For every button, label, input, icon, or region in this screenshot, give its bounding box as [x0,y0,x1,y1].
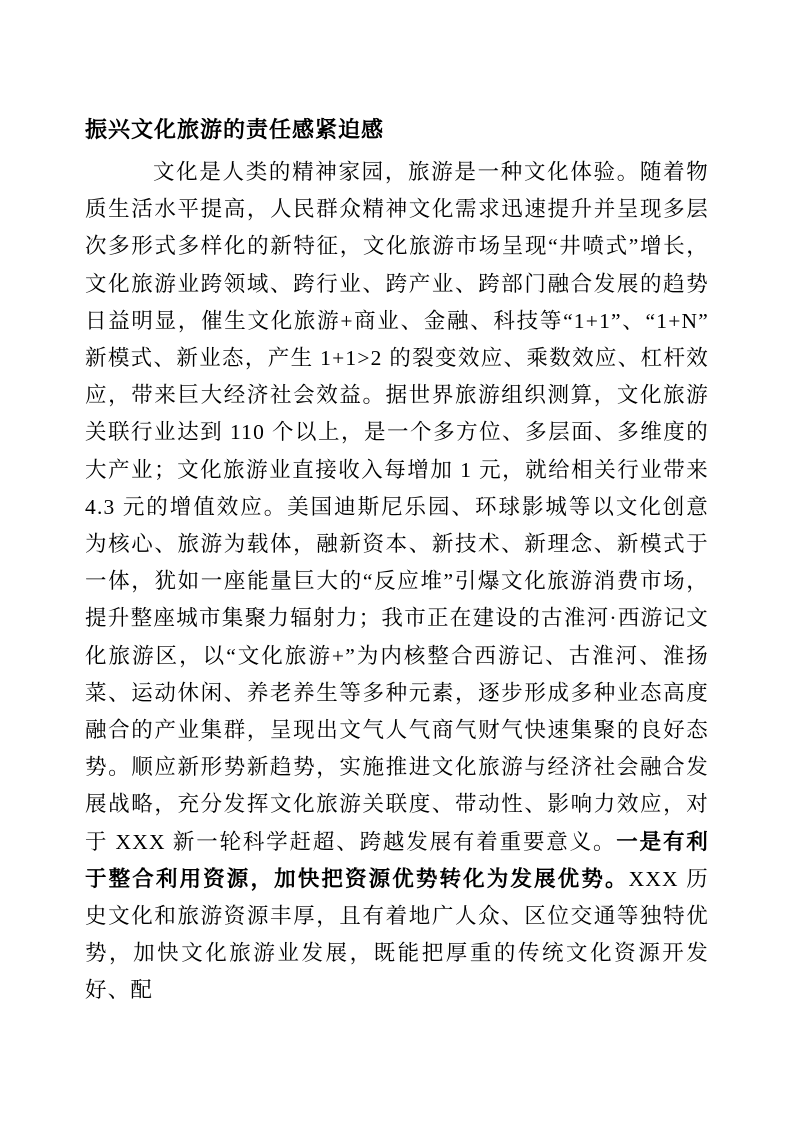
paragraph-run-bold-point-one: 一是有利于整合利用资源，加快把资源优势转化为发展优势。 [85,829,709,891]
paragraph-run-intro: 文化是人类的精神家园，旅游是一种文化体验。随着物质生活水平提高，人民群众精神文化需求迅速提升并呈现多层次多形式多样化的新特征，文化旅游市场呈现“井喷式”增长，文化旅游业跨领域、跨行业、跨产业、跨部门融合发展的趋势日益明显，催生文化旅游+商业、金融、科技等“1+1”、“1+N”新模式、新业态，产生 1+1>2 的裂变效应、乘数效应、杠杆效应，带来巨大经济社会效益。据世界旅游组织测算，文化旅游关联行业达到 110 个以上，是一个多方位、多层面、多维度的大产业；文化旅游业直接收入每增加 1 元，就给相关行业带来 4.3 元的增值效应。美国迪斯尼乐园、环球影城等以文化创意为核心、旅游为载体，融新资本、新技术、新理念、新模式于一体，犹如一座能量巨大的“反应堆”引爆文化旅游消费市场，提升整座城市集聚力辐射力；我市正在建设的古淮河·西游记文化旅游区，以“文化旅游+”为内核整合西游记、古淮河、淮扬菜、运动休闲、养老养生等多种元素，逐步形成多种业态高度融合的产业集群，呈现出文气人气商气财气快速集聚的良好态势。顺应新形势新趋势，实施推进文化旅游与经济社会融合发展战略，充分发挥文化旅游关联度、带动性、影响力效应，对于 XXX 新一轮科学赶超、跨越发展有着重要意义。 [85,160,709,854]
paragraph-run-continuation: XXX 历史文化和旅游资源丰厚，且有着地广人众、区位交通等独特优势，加快文化旅游业发展，既能把厚重的传统文化资源开发好、配 [85,866,709,1003]
document-content [85,111,709,1010]
document-paragraph [85,154,709,1010]
document-title: 振兴文化旅游的责任感紧迫感 [85,117,385,142]
